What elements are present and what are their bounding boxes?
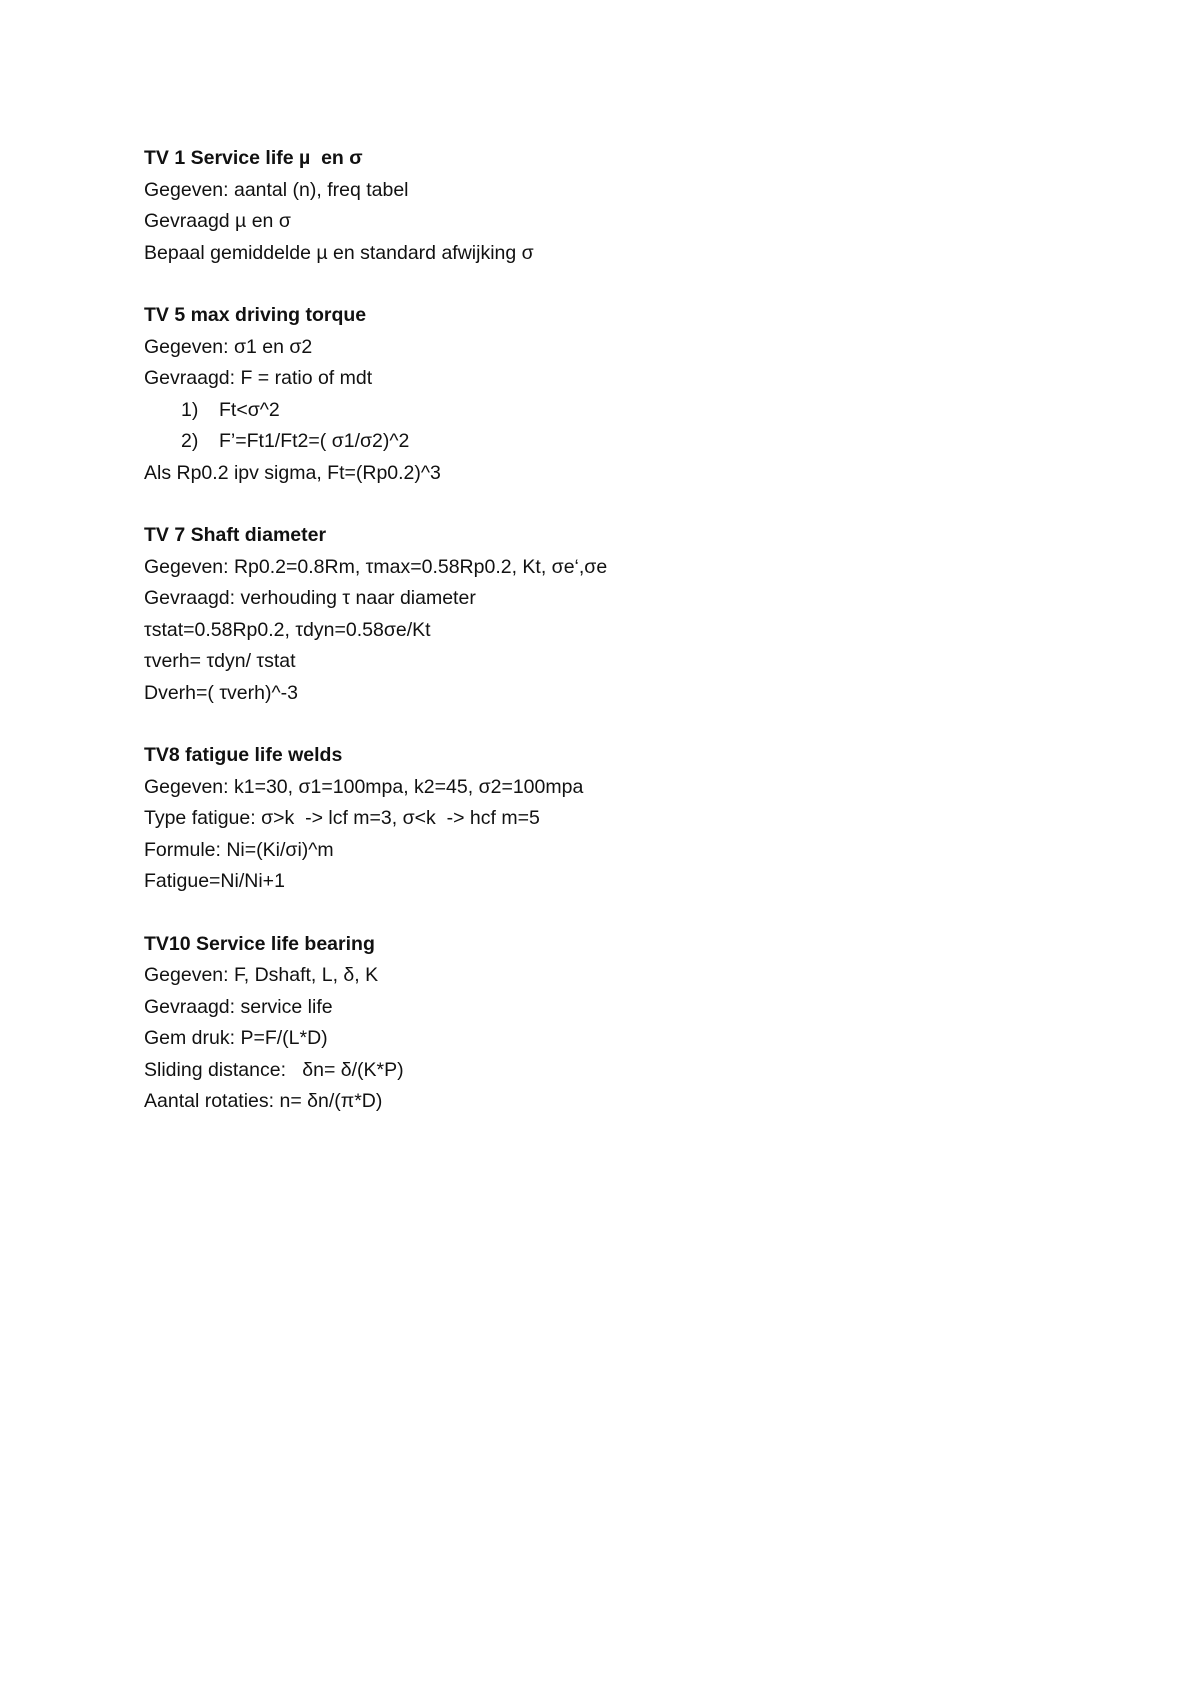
- list-text: Ft<σ^2: [219, 398, 280, 421]
- section-line: Gegeven: aantal (n), freq tabel: [144, 178, 409, 201]
- section-line: Type fatigue: σ>k -> lcf m=3, σ<k -> hcf m=5: [144, 807, 540, 829]
- section-tv8: [144, 740, 1124, 898]
- section-line: Fatigue=Ni/Ni+1: [144, 870, 285, 892]
- section-line: Gegeven: Rp0.2=0.8Rm, τmax=0.58Rp0.2, Kt, σe‘,σe: [144, 555, 608, 578]
- section-heading: TV8 fatigue life welds: [144, 744, 343, 766]
- list-item: [144, 395, 1124, 427]
- section-heading: TV 5 max driving torque: [144, 304, 367, 326]
- section-line: Sliding distance: δn= δ/(K*P): [144, 1058, 404, 1081]
- section-line: τverh= τdyn/ τstat: [144, 650, 296, 672]
- list-marker: 1): [181, 398, 199, 421]
- section-line: Als Rp0.2 ipv sigma, Ft=(Rp0.2)^3: [144, 461, 441, 484]
- section-line: Gegeven: k1=30, σ1=100mpa, k2=45, σ2=100mpa: [144, 775, 584, 798]
- numbered-list: [144, 395, 1124, 458]
- list-text: F’=Ft1/Ft2=( σ1/σ2)^2: [219, 430, 410, 452]
- section-tv5: [144, 300, 1124, 489]
- section-line: τstat=0.58Rp0.2, τdyn=0.58σe/Kt: [144, 618, 431, 641]
- section-line: Aantal rotaties: n= δn/(π*D): [144, 1090, 383, 1112]
- section-line: Gegeven: F, Dshaft, L, δ, K: [144, 964, 379, 986]
- section-tv1: [144, 143, 1124, 269]
- section-line: Bepaal gemiddelde µ en standard afwijking σ: [144, 241, 534, 264]
- section-heading: TV10 Service life bearing: [144, 932, 375, 955]
- section-tv10: [144, 929, 1124, 1118]
- section-line: Gevraagd: service life: [144, 995, 333, 1018]
- section-tv7: [144, 520, 1124, 709]
- list-item: [144, 426, 1124, 458]
- section-line: Gevraagd µ en σ: [144, 210, 291, 232]
- list-marker: 2): [181, 430, 199, 452]
- section-line: Gegeven: σ1 en σ2: [144, 335, 313, 358]
- section-line: Dverh=( τverh)^-3: [144, 681, 298, 704]
- section-heading: TV 1 Service life µ en σ: [144, 147, 363, 169]
- section-heading: TV 7 Shaft diameter: [144, 524, 327, 546]
- document-content: [144, 143, 1124, 1149]
- section-line: Formule: Ni=(Ki/σi)^m: [144, 838, 334, 861]
- section-line: Gevraagd: F = ratio of mdt: [144, 367, 373, 389]
- section-line: Gem druk: P=F/(L*D): [144, 1027, 328, 1049]
- section-line: Gevraagd: verhouding τ naar diameter: [144, 587, 476, 609]
